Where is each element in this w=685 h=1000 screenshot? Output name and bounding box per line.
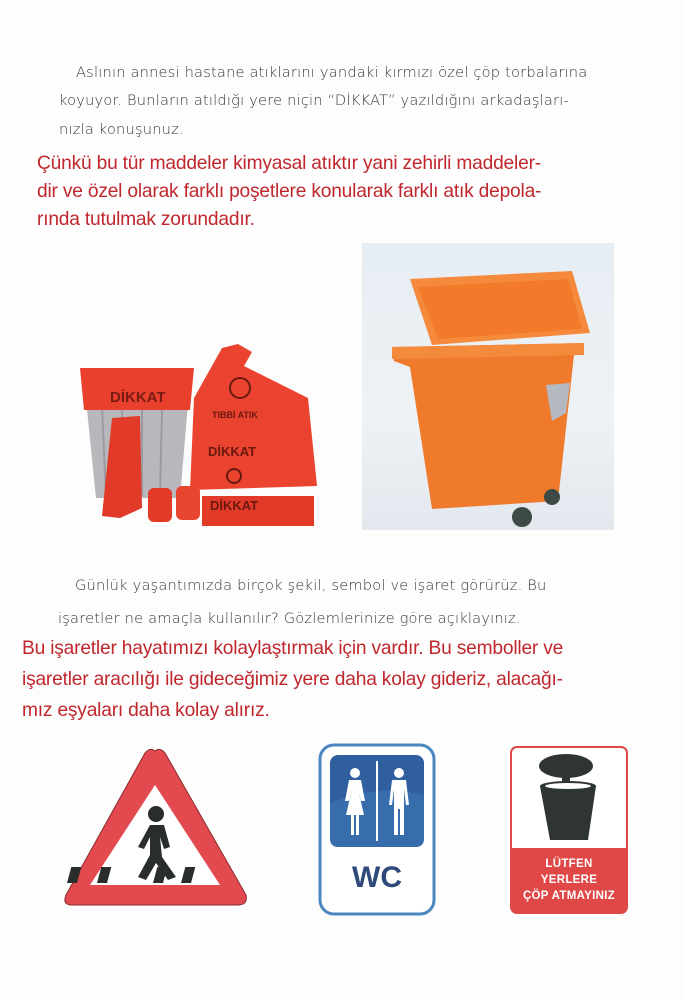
medical-waste-container-image [362,243,614,530]
answer-1-line-1: Çünkü bu tür maddeler kimyasal atıktır yani zehirli maddeler- [37,153,541,174]
orange-waste-container-illustration [362,243,614,530]
svg-text:DİKKAT: DİKKAT [110,389,166,406]
question-2-line-1: Günlük yaşantımızda birçok şekil, sembol ve işaret görürüz. Bu [75,577,547,594]
answer-1 [37,153,677,238]
wc-label: WC [352,861,402,894]
no-littering-line-2: YERLERE [540,874,598,886]
svg-text:TIBBİ ATIK: TIBBİ ATIK [212,410,258,420]
pedestrian-crossing-sign [60,745,250,910]
trash-can-icon [510,746,628,914]
answer-2-line-3: mız eşyaları daha kolay alırız. [22,700,270,721]
question-1-line-2: koyuyor. Bunların atıldığı yere niçin “DİKKAT” yazıldığını arkadaşları- [59,92,569,109]
question-2-line-2: işaretler ne amaçla kullanılır? Gözlemlerinize göre açıklayınız. [58,610,521,627]
question-2 [58,577,675,637]
no-littering-line-3: ÇÖP ATMAYINIZ [522,890,616,902]
question-1-line-3: nızla konuşunuz. [59,121,184,138]
wc-sign [318,743,436,916]
question-1 [59,64,676,154]
answer-2-line-2: işaretler aracılığı ile gideceğimiz yere daha kolay gideriz, alacağı- [22,669,563,690]
biohazard-bags-illustration [62,338,324,528]
answer-2 [22,638,682,728]
pedestrian-crossing-icon [60,745,250,910]
answer-1-line-2: dir ve özel olarak farklı poşetlere konularak farklı atık depola- [37,181,542,202]
svg-text:DİKKAT: DİKKAT [208,444,257,459]
svg-text:DİKKAT: DİKKAT [210,498,259,513]
answer-1-line-3: rında tutulmak zorundadır. [37,209,255,230]
no-littering-sign [510,746,628,914]
answer-2-line-1: Bu işaretler hayatımızı kolaylaştırmak için vardır. Bu semboller ve [22,638,564,659]
no-littering-line-1: LÜTFEN [545,858,593,870]
question-1-line-1: Aslının annesi hastane atıklarını yandaki kırmızı özel çöp torbalarına [76,64,588,81]
biohazard-bags-image [62,338,324,528]
